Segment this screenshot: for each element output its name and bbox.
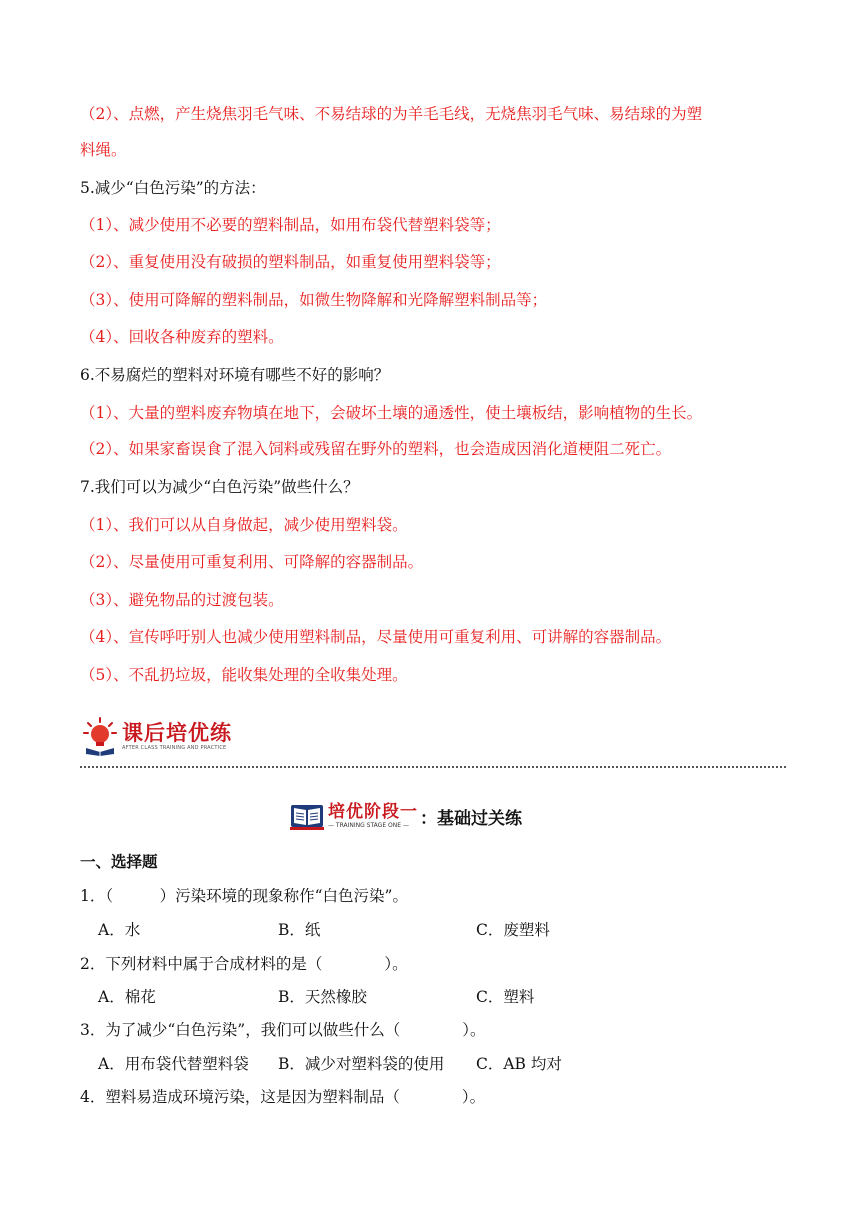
after-class-banner	[82, 714, 232, 758]
note-heading: 5.减少“白色污染”的方法：	[80, 179, 266, 197]
option-a: A．用布袋代替塑料袋	[98, 1055, 249, 1073]
note-heading: 7.我们可以为减少“白色污染”做些什么？	[80, 478, 359, 496]
note-line: （2）、如果家畜误食了混入饲料或残留在野外的塑料，也会造成因消化道梗阻二死亡。	[80, 440, 672, 458]
option-c: C．AB 均对	[476, 1055, 562, 1073]
section-divider	[80, 766, 786, 768]
note-line: （1）、大量的塑料废弃物填在地下，会破坏土壤的通透性，使土壤板结，影响植物的生长。	[80, 404, 703, 422]
option-b: B．天然橡胶	[278, 988, 367, 1006]
question-stem: 3．为了减少“白色污染”，我们可以做些什么（ ）。	[80, 1021, 486, 1039]
stage-suffix: ：基础过关练	[420, 808, 522, 829]
stage-title: 培优阶段一	[328, 802, 418, 822]
section-title: 一、选择题	[80, 853, 158, 871]
stage-heading	[290, 798, 522, 834]
option-b: B．纸	[278, 921, 321, 939]
lightbulb-book-icon	[82, 716, 118, 756]
note-line: （3）、使用可降解的塑料制品，如微生物降解和光降解塑料制品等；	[80, 291, 548, 309]
option-c: C．废塑料	[476, 921, 550, 939]
note-line: （1）、我们可以从自身做起，减少使用塑料袋。	[80, 516, 408, 534]
banner-title: 课后培优练	[122, 720, 232, 745]
option-a: A．水	[98, 921, 141, 939]
option-c: C．塑料	[476, 988, 535, 1006]
note-line: （1）、减少使用不必要的塑料制品，如用布袋代替塑料袋等；	[80, 216, 501, 234]
question-stem: 1．（ ）污染环境的现象称作“白色污染”。	[80, 887, 408, 905]
note-heading: 6.不易腐烂的塑料对环境有哪些不好的影响？	[80, 366, 390, 384]
note-line: 料绳。	[80, 141, 127, 159]
note-line: （2）、点燃，产生烧焦羽毛气味、不易结球的为羊毛毛线，无烧焦羽毛气味、易结球的为塑	[80, 105, 703, 123]
note-line: （4）、回收各种废弃的塑料。	[80, 328, 284, 346]
note-line: （5）、不乱扔垃圾，能收集处理的全收集处理。	[80, 666, 408, 684]
banner-subtitle: AFTER CLASS TRAINING AND PRACTICE	[122, 744, 227, 751]
note-line: （3）、避免物品的过渡包装。	[80, 591, 284, 609]
question-stem: 4．塑料易造成环境污染，这是因为塑料制品（ ）。	[80, 1088, 486, 1106]
question-stem: 2．下列材料中属于合成材料的是（ ）。	[80, 955, 408, 973]
note-line: （2）、重复使用没有破损的塑料制品，如重复使用塑料袋等；	[80, 253, 501, 271]
note-line: （4）、宣传呼吁别人也减少使用塑料制品，尽量使用可重复利用、可讲解的容器制品。	[80, 628, 672, 646]
option-a: A．棉花	[98, 988, 156, 1006]
note-line: （2）、尽量使用可重复利用、可降解的容器制品。	[80, 553, 424, 571]
open-book-icon	[290, 802, 324, 830]
option-b: B．减少对塑料袋的使用	[278, 1055, 445, 1073]
stage-subtitle: — TRAINING STAGE ONE —	[328, 822, 409, 829]
